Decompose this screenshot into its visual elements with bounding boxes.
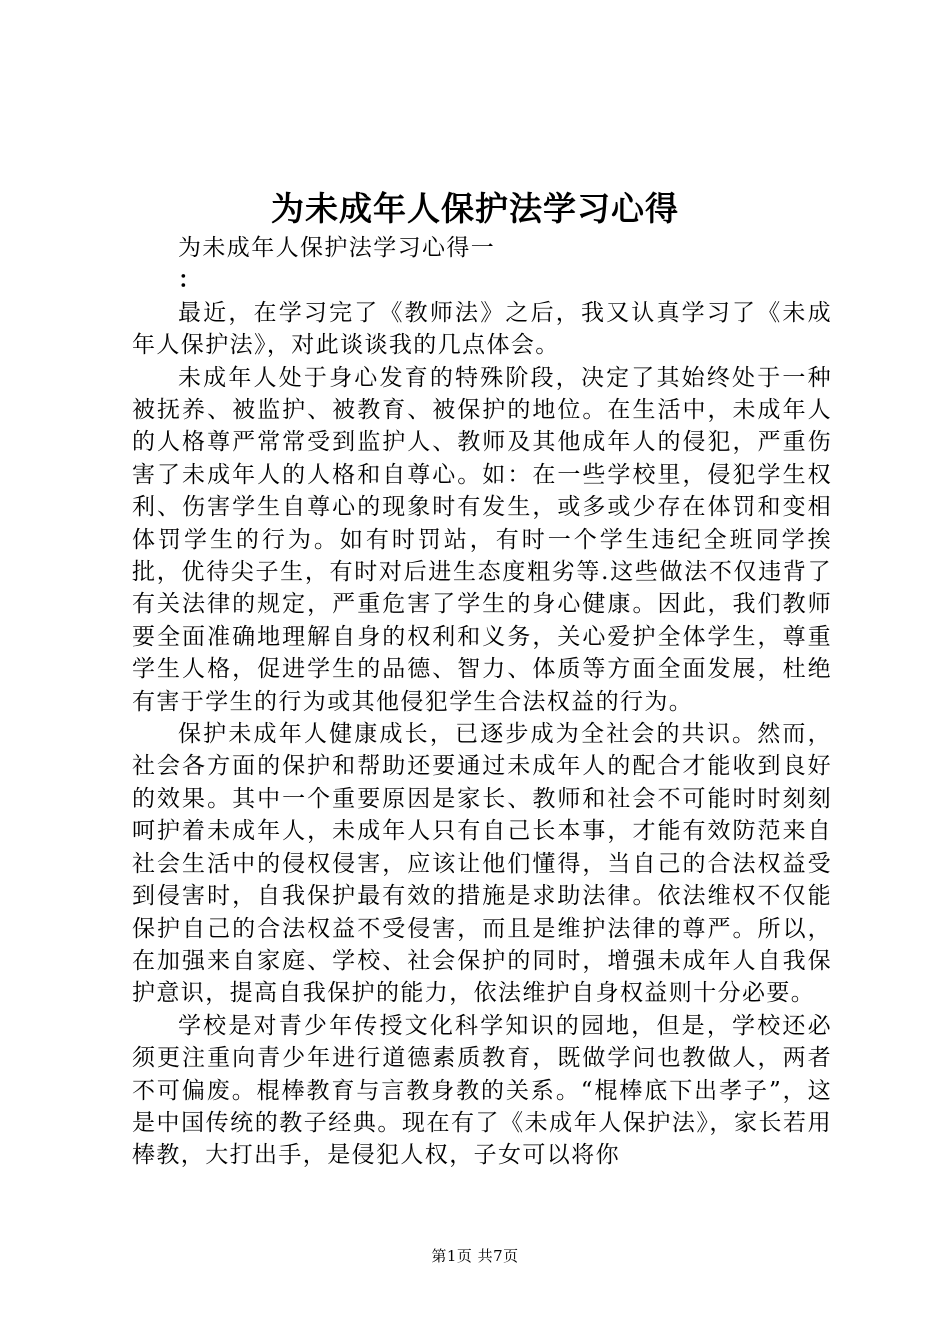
paragraph-3: 保护未成年人健康成长，已逐步成为全社会的共识。然而，社会各方面的保护和帮助还要通过未成年人的配合才能收到良好的效果。其中一个重要原因是家长、教师和社会不可能时时刻刻呵护着未成年人，未成年人只有自己长本事，才能有效防范来自社会生活中的侵权侵害，应该让他们懂得，当自己的合法权益受到侵害时，自我保护最有效的措施是求助法律。依法维权不仅能保护自己的合法权益不受侵害，而且是维护法律的尊严。所以，在加强来自家庭、学校、社会保护的同时，增强未成年人自我保护意识，提高自我保护的能力，依法维护自身权益则十分必要。 [132,721,832,1007]
paragraph-1: 最近，在学习完了《教师法》之后，我又认真学习了《未成年人保护法》，对此谈谈我的几点体会。 [132,299,832,359]
subtitle-colon: ： [178,266,203,294]
document-title: 为未成年人保护法学习心得 [271,189,679,228]
paragraph-2: 未成年人处于身心发育的特殊阶段，决定了其始终处于一种被抚养、被监护、被教育、被保护的地位。在生活中，未成年人的人格尊严常常受到监护人、教师及其他成年人的侵犯，严重伤害了未成年人的人格和自尊心。如：在一些学校里，侵犯学生权利、伤害学生自尊心的现象时有发生，或多或少存在体罚和变相体罚学生的行为。如有时罚站，有时一个学生违纪全班同学挨批，优待尖子生，有时对后进生态度粗劣等.这些做法不仅违背了有关法律的规定，严重危害了学生的身心健康。因此，我们教师要全面准确地理解自身的权利和义务，关心爱护全体学生，尊重学生人格，促进学生的品德、智力、体质等方面全面发展，杜绝有害于学生的行为或其他侵犯学生合法权益的行为。 [132,364,832,715]
document-subtitle: 为未成年人保护法学习心得一 [178,235,496,261]
paragraph-4: 学校是对青少年传授文化科学知识的园地，但是，学校还必须更注重向青少年进行道德素质教育，既做学问也教做人，两者不可偏废。棍棒教育与言教身教的关系。“棍棒底下出孝子”，这是中国传统的教子经典。现在有了《未成年人保护法》，家长若用棒教，大打出手，是侵犯人权，子女可以将你 [132,1012,832,1169]
page-footer: 第1页 共7页 [431,1247,519,1265]
document-body [132,232,832,1172]
